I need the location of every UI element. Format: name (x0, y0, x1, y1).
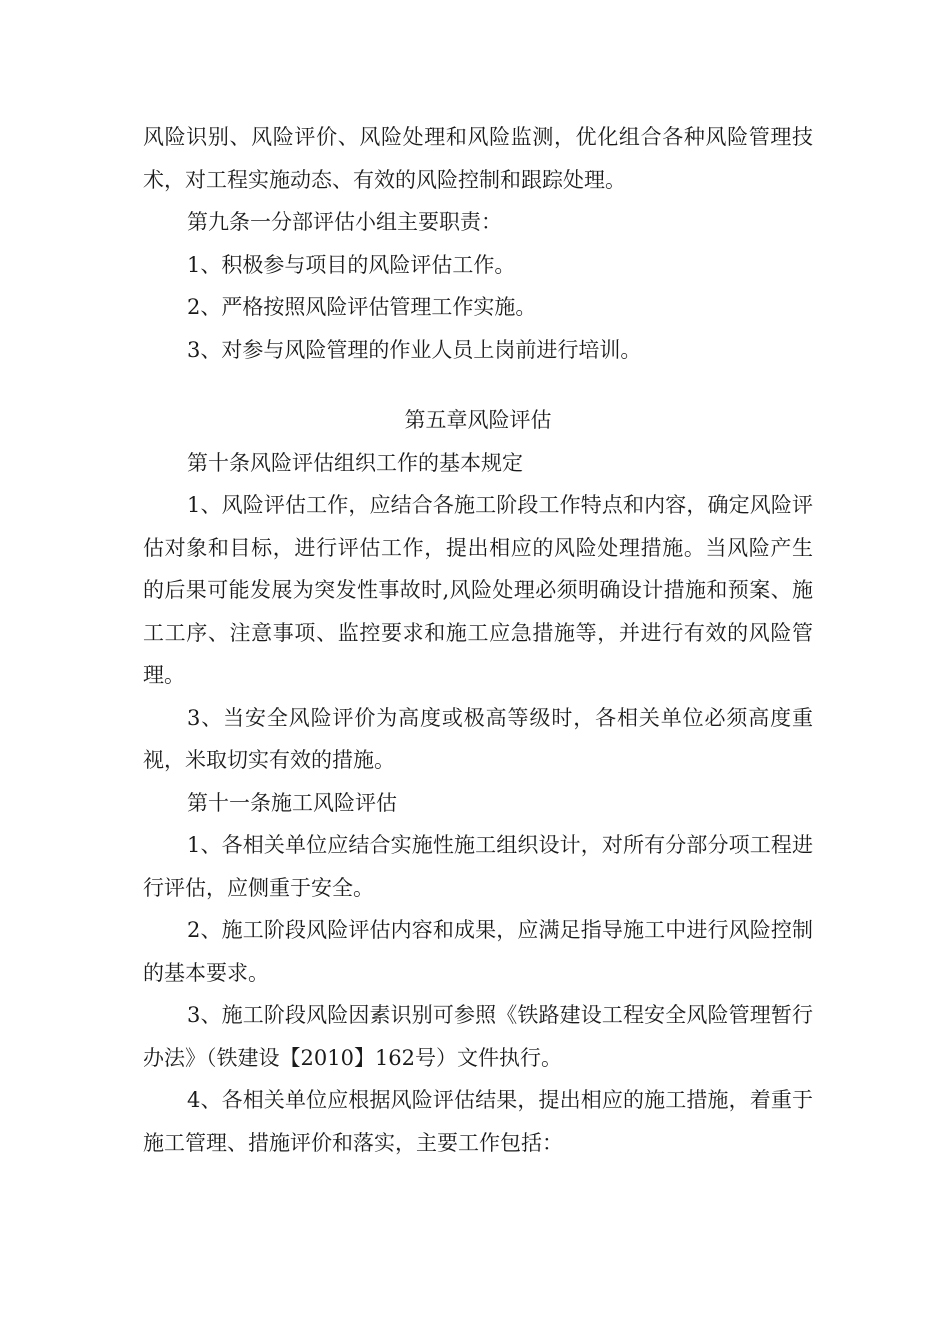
article-10-item-3: 3、当安全风险评价为高度或极高等级时，各相关单位必须高度重视，米取切实有效的措施。 (143, 705, 813, 772)
article-11-item-3: 3、施工阶段风险因素识别可参照《铁路建设工程安全风险管理暂行办法》（铁建设【2010】162号）文件执行。 (143, 1003, 813, 1070)
article-11-item-1: 1、各相关单位应结合实施性施工组织设计，对所有分部分项工程进行评估，应侧重于安全。 (143, 833, 813, 900)
article-9-title: 第九条一分部评估小组主要职责： (187, 210, 502, 234)
article-11-title: 第十一条施工风险评估 (187, 790, 397, 815)
article-11-item-4: 4、各相关单位应根据风险评估结果，提出相应的施工措施，着重于施工管理、措施评价和落实，主要工作包括： (143, 1088, 813, 1155)
document-body (143, 116, 813, 1164)
article-9-item-3: 3、对参与风险管理的作业人员上岗前进行培训。 (187, 337, 642, 362)
paragraph-continuation: 风险识别、风险评价、风险处理和风险监测，优化组合各种风险管理技术，对工程实施动态、有效的风险控制和跟踪处理。 (143, 125, 813, 192)
article-9-item-2: 2、严格按照风险评估管理工作实施。 (187, 295, 537, 319)
chapter-5-heading: 第五章风险评估 (404, 408, 552, 432)
article-10-title: 第十条风险评估组织工作的基本规定 (187, 450, 523, 475)
article-11-item-2: 2、施工阶段风险评估内容和成果，应满足指导施工中进行风险控制的基本要求。 (143, 918, 813, 985)
article-10-item-1: 1、风险评估工作，应结合各施工阶段工作特点和内容，确定风险评估对象和目标，进行评估工作，提出相应的风险处理措施。当风险产生的后果可能发展为突发性事故时,风险处理必须明确设计措施和预案、施工工序、注意事项、监控要求和施工应急措施等，并进行有效的风险管理。 (143, 493, 813, 687)
article-9-item-1: 1、积极参与项目的风险评估工作。 (187, 252, 516, 277)
